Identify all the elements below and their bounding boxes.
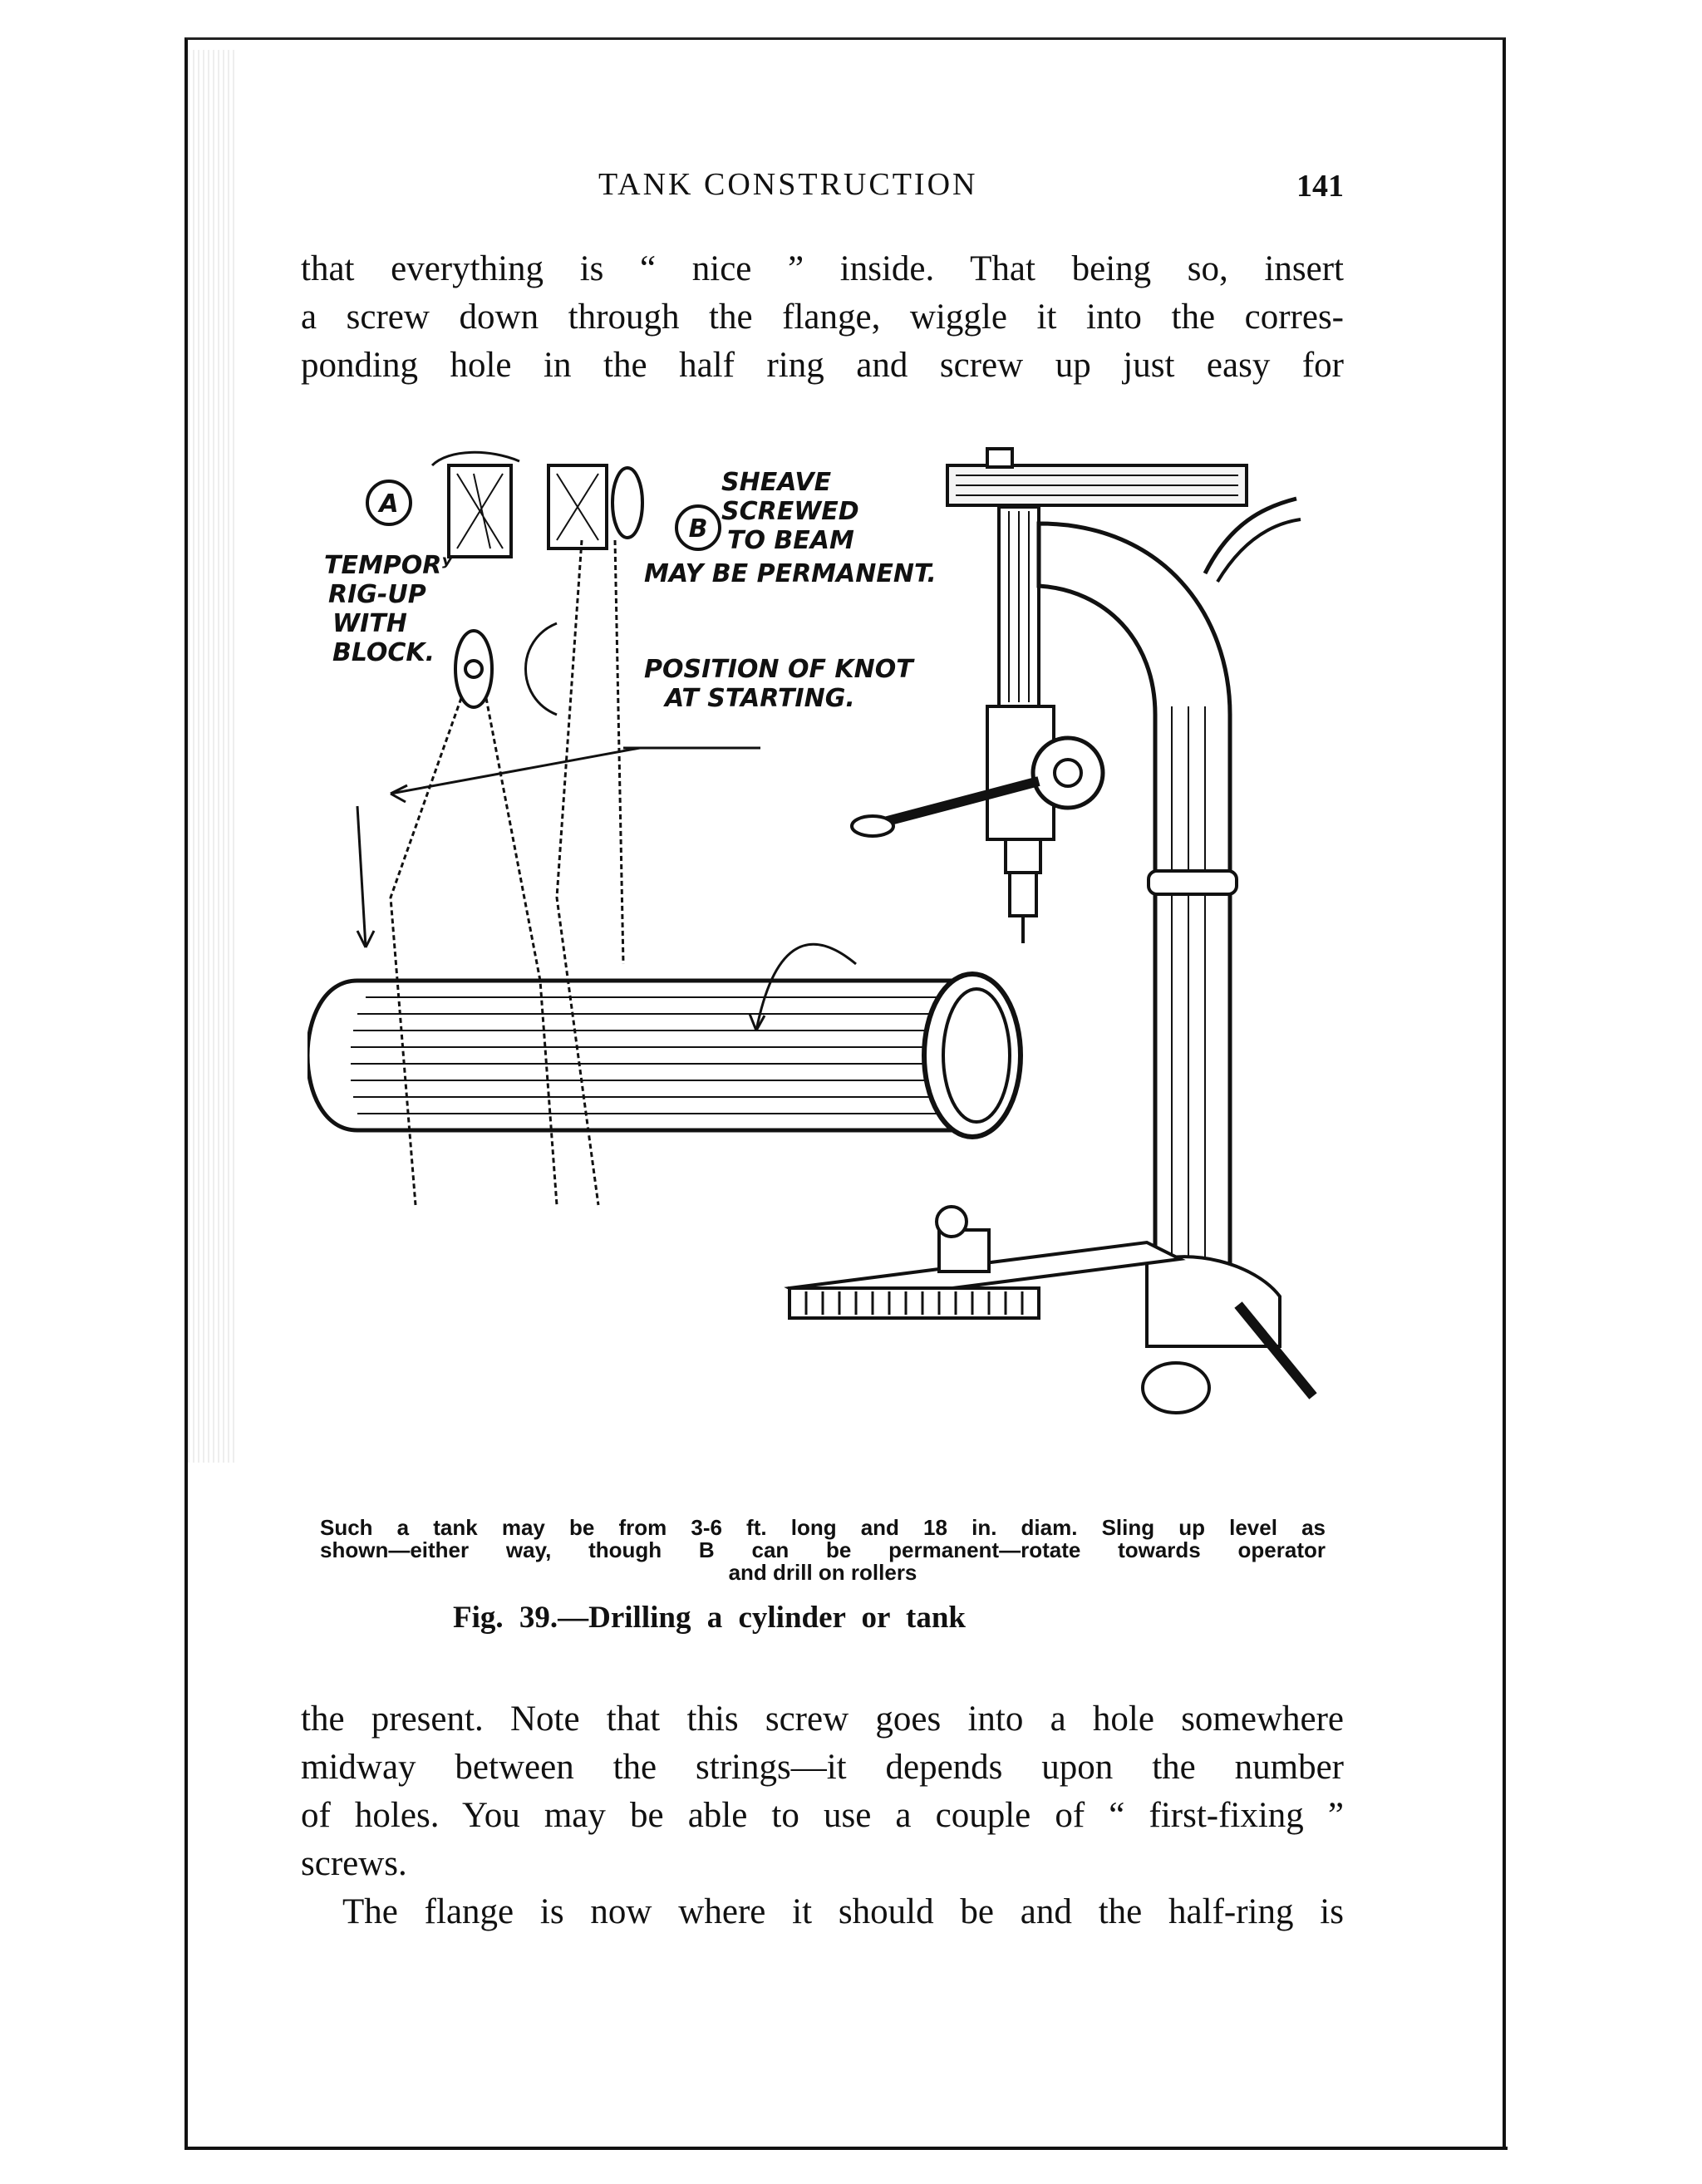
label-to-beam: TO BEAM <box>727 526 854 555</box>
paragraph-bottom <box>301 1695 1344 1936</box>
paragraph-top <box>301 245 1344 390</box>
label-at-starting: AT STARTING. <box>665 684 855 713</box>
label-may-be-permanent: MAY BE PERMANENT. <box>644 559 937 588</box>
caption-line: and drill on rollers <box>728 1560 917 1585</box>
figure-drilling-illustration <box>307 432 1355 1504</box>
scan-noise-left <box>188 50 238 1463</box>
label-block: BLOCK. <box>332 638 435 667</box>
text-line: the present. Note that this screw goes into a hole somewhere <box>301 1699 1344 1739</box>
overhead-beam <box>947 449 1247 505</box>
text-line: of holes. You may be able to use a couple of “ first-fixing ” <box>301 1796 1344 1835</box>
caption-line: Such a tank may be from 3-6 ft. long and 18 in. diam. Sling up level as <box>320 1515 1326 1540</box>
text-line: ponding hole in the half ring and screw up just easy for <box>301 346 1344 385</box>
text-line: that everything is “ nice ” inside. That being so, insert <box>301 249 1344 288</box>
text-line: The flange is now where it should be and the half-ring is <box>342 1892 1344 1931</box>
caption-line: shown—either way, though B can be permanent—rotate towards operator <box>320 1537 1326 1562</box>
text-line: midway between the strings—it depends upon the number <box>301 1748 1344 1787</box>
text-line: a screw down through the flange, wiggle it into the corres- <box>301 298 1344 337</box>
label-a: A <box>379 489 399 519</box>
scan-bottom-edge <box>184 2147 1508 2150</box>
tank-cylinder <box>307 944 1021 1137</box>
page-number: 141 <box>1296 169 1344 204</box>
label-sheave: SHEAVE <box>721 468 832 497</box>
running-head: TANK CONSTRUCTION <box>598 167 978 202</box>
drilling-drawing <box>307 432 1355 1504</box>
drill-table <box>790 1207 1180 1318</box>
label-b: B <box>688 514 708 544</box>
sheave-b <box>548 465 642 548</box>
label-position-of-knot: POSITION OF KNOT <box>644 655 913 684</box>
label-with: WITH <box>332 609 407 638</box>
text-line: screws. <box>301 1844 407 1883</box>
label-rig-up: RIG-UP <box>328 580 426 609</box>
label-tempor: TEMPORʸ <box>324 551 452 580</box>
figure-caption <box>320 1517 1326 1584</box>
label-screwed: SCREWED <box>721 497 859 526</box>
figure-title: Fig. 39.—Drilling a cylinder or tank <box>453 1601 967 1635</box>
